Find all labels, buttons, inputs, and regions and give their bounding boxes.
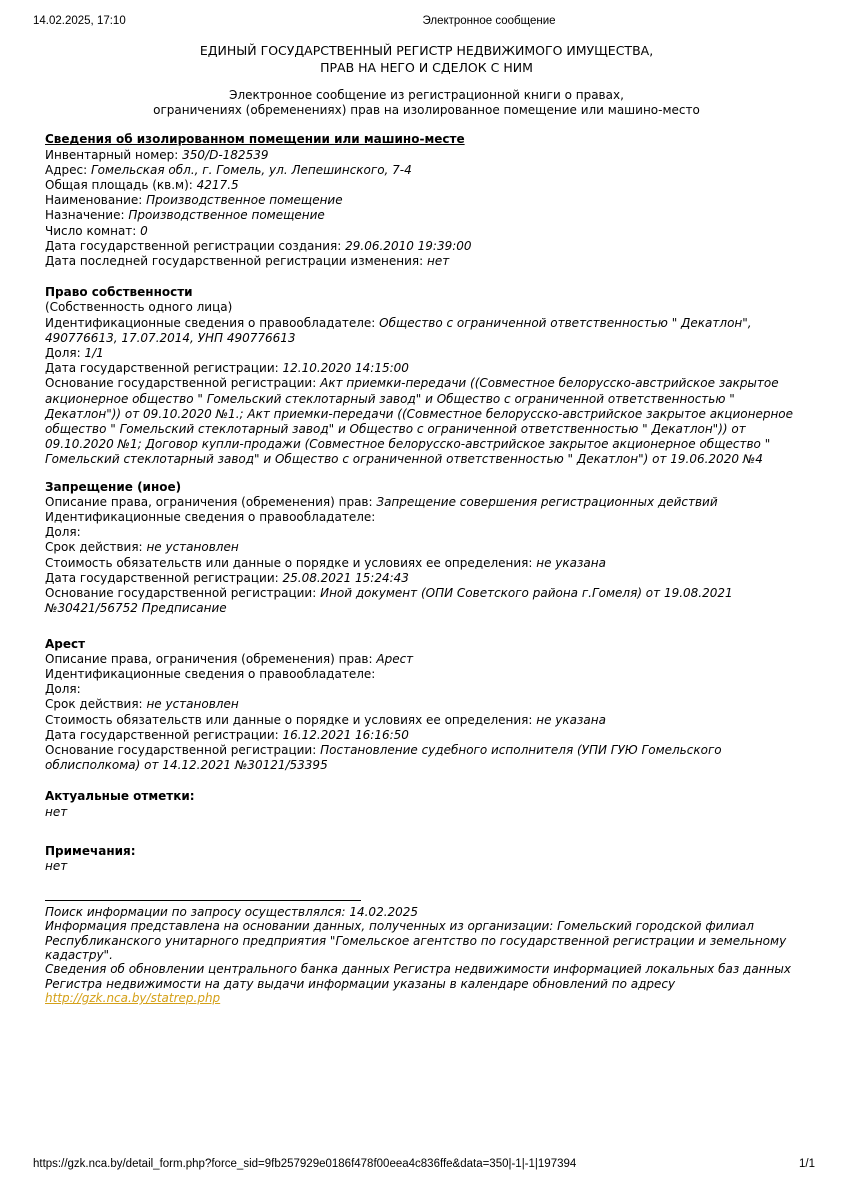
field-row xyxy=(45,682,808,697)
field-label: Доля: xyxy=(45,682,81,697)
field-row xyxy=(45,697,808,712)
print-url: https://gzk.nca.by/detail_form.php?force_sid=9fb257929e0186f478f00eea4c836ffe&data=350|-1|-1|197394 xyxy=(33,1158,577,1170)
field-label: Общая площадь (кв.м): xyxy=(45,178,193,193)
field-row xyxy=(45,239,808,254)
field-row xyxy=(45,208,808,223)
field-row xyxy=(45,571,808,586)
field-label: Доля: xyxy=(45,346,81,361)
section-heading-prohibition: Запрещение (иное) xyxy=(45,479,182,494)
field-row xyxy=(45,540,808,555)
field-value: Гомельская обл., г. Гомель, ул. Лепешинского, 7-4 xyxy=(90,162,412,177)
field-value: 25.08.2021 15:24:43 xyxy=(282,570,409,585)
field-value: нет xyxy=(45,858,68,873)
message-subtitle-line1: Электронное сообщение из регистрационной книги о правах, xyxy=(229,88,624,102)
field-label: Идентификационные сведения о правообладателе: xyxy=(45,510,376,525)
message-subtitle-line2: ограничениях (обременениях) прав на изолированное помещение или машино-место xyxy=(153,103,700,118)
field-label: Дата последней государственной регистрации изменения: xyxy=(45,254,424,269)
field-label: Стоимость обязательств или данные о порядке и условиях ее определения: xyxy=(45,712,533,727)
section-ownership xyxy=(45,285,808,467)
field-row xyxy=(45,376,808,467)
section-heading-arrest: Арест xyxy=(45,636,86,651)
section-premises xyxy=(45,132,808,269)
field-value: 29.06.2010 19:39:00 xyxy=(345,238,472,253)
field-row xyxy=(45,148,808,163)
section-heading-premises: Сведения об изолированном помещении или машино-месте xyxy=(45,132,465,147)
field-row xyxy=(45,224,808,239)
field-value: 12.10.2020 14:15:00 xyxy=(282,361,409,376)
field-value: не установлен xyxy=(146,697,239,712)
search-date-line: Поиск информации по запросу осуществлялся: 14.02.2025 xyxy=(45,905,419,920)
data-source-line: Информация представлена на основании данных, полученных из организации: Гомельский городской филиал Республиканского унитарного предприятия "Гомельское агентство по государственной регистрации и земельному кадастру". xyxy=(45,919,787,963)
field-row xyxy=(45,178,808,193)
field-label: Основание государственной регистрации: xyxy=(45,586,317,601)
registry-title xyxy=(45,42,808,76)
field-row xyxy=(45,652,808,667)
print-header-title: Электронное сообщение xyxy=(422,15,556,27)
field-label: Срок действия: xyxy=(45,697,143,712)
field-label: Описание права, ограничения (обременения) прав: xyxy=(45,651,373,666)
field-value: 350/D-182539 xyxy=(182,147,269,162)
field-label: Адрес: xyxy=(45,162,88,177)
field-label: Инвентарный номер: xyxy=(45,147,179,162)
field-row xyxy=(45,743,808,773)
field-value: 0 xyxy=(140,223,148,238)
field-label: Дата государственной регистрации: xyxy=(45,727,279,742)
field-row xyxy=(45,346,808,361)
field-label: Дата государственной регистрации создания: xyxy=(45,238,342,253)
field-label: Дата государственной регистрации: xyxy=(45,570,279,585)
field-label: Срок действия: xyxy=(45,540,143,555)
print-footer xyxy=(33,1158,815,1170)
link-line xyxy=(45,991,808,1005)
field-value: не установлен xyxy=(146,540,239,555)
field-value: нет xyxy=(427,254,450,269)
separator-line xyxy=(45,900,361,901)
registry-title-line1: ЕДИНЫЙ ГОСУДАРСТВЕННЫЙ РЕГИСТР НЕДВИЖИМОГО ИМУЩЕСТВА, xyxy=(199,43,654,58)
field-value: Иной документ (ОПИ Советского района г.Гомеля) от 19.08.2021 №30421/56752 Предписание xyxy=(45,586,733,616)
section-prohibition xyxy=(45,480,808,617)
field-row xyxy=(45,316,808,346)
section-marks xyxy=(45,789,808,819)
print-datetime: 14.02.2025, 17:10 xyxy=(33,15,126,27)
field-row xyxy=(45,495,808,510)
field-value: не указана xyxy=(536,712,606,727)
field-row xyxy=(45,193,808,208)
field-row xyxy=(45,713,808,728)
field-value: нет xyxy=(45,804,68,819)
field-row xyxy=(45,361,808,376)
statrep-link[interactable]: http://gzk.nca.by/statrep.php xyxy=(45,990,221,1005)
field-value: Акт приемки-передачи ((Совместное белорусско-австрийское закрытое акционерное общество " Гомельский стеклотарный завод" и Общество с ограниченной ответственностью " Декатлон")) от 09.10.2020 №1.; Акт приемки-передачи ((Совместное белорусско-австрийское закрытое акционерное общество " Гомельский стеклотарный завод" и Общество с ограниченной ответственностью " Декатлон")) от 09.10.2020 №1; Договор купли-продажи (Совместное белорусско-австрийское закрытое акционерное общество " Гомельский стеклотарный завод" и Общество с ограниченной ответственностью " Декатлон") от 19.06.2020 №4 xyxy=(45,376,794,467)
field-value: Арест xyxy=(376,651,414,666)
section-subheading: (Собственность одного лица) xyxy=(45,300,233,315)
field-value: Производственное помещение xyxy=(128,208,325,223)
field-value: не указана xyxy=(536,555,606,570)
field-row xyxy=(45,254,808,269)
field-row xyxy=(45,556,808,571)
field-value: Производственное помещение xyxy=(146,193,343,208)
section-heading-notes: Примечания: xyxy=(45,843,136,858)
field-row xyxy=(45,510,808,525)
field-row xyxy=(45,525,808,540)
field-row xyxy=(45,728,808,743)
field-label: Описание права, ограничения (обременения) прав: xyxy=(45,494,373,509)
field-row xyxy=(45,805,808,820)
field-label: Наименование: xyxy=(45,193,143,208)
field-label: Доля: xyxy=(45,525,81,540)
section-heading-marks: Актуальные отметки: xyxy=(45,789,195,804)
field-value: 1/1 xyxy=(84,346,104,361)
field-value: 4217.5 xyxy=(196,178,239,193)
field-row xyxy=(45,163,808,178)
print-header xyxy=(33,15,815,31)
field-label: Основание государственной регистрации: xyxy=(45,742,317,757)
field-label: Стоимость обязательств или данные о порядке и условиях ее определения: xyxy=(45,555,533,570)
document-body xyxy=(45,0,808,1005)
field-label: Дата государственной регистрации: xyxy=(45,361,279,376)
section-heading-ownership: Право собственности xyxy=(45,285,193,300)
field-label: Идентификационные сведения о правообладателе: xyxy=(45,315,376,330)
update-info-line: Сведения об обновлении центрального банка данных Регистра недвижимости информацией локальных баз данных Регистра недвижимости на дату выдачи информации указаны в календаре обновлений по адресу xyxy=(45,962,791,991)
field-row xyxy=(45,586,808,616)
field-value: Общество с ограниченной ответственностью " Декатлон", 490776613, 17.07.2014, УНП 490776613 xyxy=(45,315,752,345)
page-number: 1/1 xyxy=(799,1158,815,1170)
footer-info xyxy=(45,905,808,1005)
field-label: Основание государственной регистрации: xyxy=(45,376,317,391)
field-value: Постановление судебного исполнителя (УПИ ГУЮ Гомельского облисполкома) от 14.12.2021 №30121/53395 xyxy=(45,742,722,773)
message-subtitle xyxy=(45,88,808,118)
field-row xyxy=(45,859,808,874)
field-value: Запрещение совершения регистрационных действий xyxy=(376,494,718,509)
registry-title-line2: ПРАВ НА НЕГО И СДЕЛОК С НИМ xyxy=(320,60,533,75)
section-arrest xyxy=(45,637,808,774)
section-notes xyxy=(45,844,808,874)
field-label: Назначение: xyxy=(45,208,125,223)
field-value: 16.12.2021 16:16:50 xyxy=(282,727,409,742)
field-row xyxy=(45,667,808,682)
sections-container xyxy=(45,132,808,874)
field-label: Число комнат: xyxy=(45,223,137,238)
field-label: Идентификационные сведения о правообладателе: xyxy=(45,666,376,681)
